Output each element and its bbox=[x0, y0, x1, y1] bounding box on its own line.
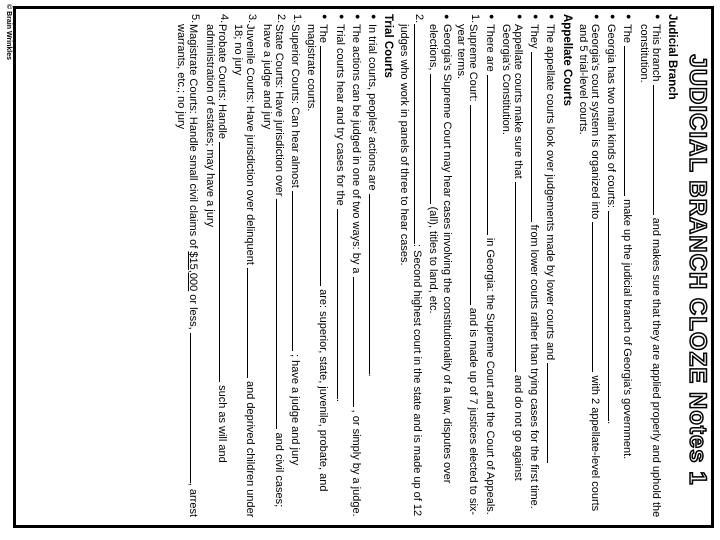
appellate-b4-text-a: There are bbox=[483, 24, 496, 72]
appellate-b2-text-a: They bbox=[528, 24, 541, 49]
fill-blank[interactable] bbox=[592, 222, 603, 372]
notes-content bbox=[175, 14, 678, 526]
trial-b1-end: . bbox=[365, 373, 378, 377]
trial-n3-text-b: and deprived children under 18; no jury bbox=[232, 24, 257, 518]
appellate-n1-text-a: Supreme Court: bbox=[467, 24, 480, 102]
appellate-bullet-3 bbox=[500, 14, 526, 526]
trial-numbered-3 bbox=[232, 14, 258, 526]
trial-n1-text-b: ; have a judge and jury bbox=[288, 353, 301, 466]
appellate-b1-text: The appellate courts look over judgements made by lower courts and bbox=[544, 24, 557, 361]
judicial-bullet-3 bbox=[605, 14, 619, 526]
fill-blank[interactable] bbox=[414, 24, 425, 244]
fill-blank[interactable] bbox=[292, 191, 303, 351]
copyright-notice: © Brain Wrinkles bbox=[5, 4, 12, 60]
judicial-b4-text-b: with 2 appellate-level courts and 5 trial-level courts. bbox=[576, 24, 601, 512]
judicial-b3-end: . bbox=[605, 421, 618, 425]
fill-blank[interactable] bbox=[353, 277, 364, 407]
appellate-n1-text-b: and is made up of 7 justices elected to six-year terms. bbox=[455, 24, 480, 516]
fill-blank[interactable] bbox=[653, 85, 664, 215]
fill-blank[interactable] bbox=[470, 105, 481, 305]
fill-blank[interactable] bbox=[320, 46, 331, 286]
judicial-b2-text-b: make up the judicial branch of Georgia's government. bbox=[621, 199, 634, 460]
trial-n2-text-b: and civil cases; have a judge and jury bbox=[260, 24, 285, 508]
judicial-b3-text: Georgia has two main kinds of courts: bbox=[605, 24, 618, 209]
bullet-icon: ● bbox=[608, 14, 619, 20]
judicial-bullet-2 bbox=[621, 14, 635, 526]
appellate-numbered-1 bbox=[455, 14, 481, 526]
trial-bullet-3 bbox=[333, 14, 347, 526]
trial-numbered-2 bbox=[260, 14, 286, 526]
bullet-icon: ● bbox=[514, 14, 525, 20]
trial-b3-text-a: Trial courts hear and try cases for the bbox=[333, 24, 346, 206]
fill-blank[interactable] bbox=[531, 52, 542, 222]
trial-n4-text-a: Probate Courts: Handle bbox=[215, 24, 228, 139]
trial-b2-text-a: The actions can be judged in one of two ways: by a bbox=[349, 24, 362, 274]
bullet-icon: ● bbox=[547, 14, 558, 20]
trial-n2-text-a: State Courts: Have jurisdiction over bbox=[272, 24, 285, 197]
appellate-b3-text-a: Appellate courts make sure that bbox=[511, 24, 524, 179]
bullet-icon: ● bbox=[624, 14, 635, 20]
appellate-b3-text-b: and do not go against Georgia's Constitution. bbox=[499, 24, 524, 481]
trial-numbered-5 bbox=[175, 14, 201, 526]
fill-blank[interactable] bbox=[430, 74, 441, 204]
trial-bullet-1 bbox=[366, 14, 380, 526]
appellate-b4-text-b: in Georgia: the Supreme Court and the Court of Appeals. bbox=[483, 237, 496, 515]
bullet-icon: ● bbox=[531, 14, 542, 20]
trial-bullet-2 bbox=[350, 14, 364, 526]
number-label: 2. bbox=[274, 14, 287, 24]
judicial-bullet-1 bbox=[637, 14, 663, 526]
fill-blank[interactable] bbox=[191, 333, 202, 483]
trial-b4-text-a: The bbox=[317, 24, 330, 43]
judicial-b1-text-a: This branch bbox=[649, 24, 662, 82]
trial-n5-text-b: or less, bbox=[187, 294, 200, 330]
fill-blank[interactable] bbox=[608, 211, 619, 421]
bullet-icon: ● bbox=[652, 14, 663, 20]
appellate-courts-heading: Appellate Courts bbox=[560, 14, 573, 107]
trial-n1-text-a: Superior Courts: Can hear almost bbox=[288, 24, 301, 188]
judicial-branch-heading: Judicial Branch bbox=[666, 14, 678, 100]
fill-blank[interactable] bbox=[337, 209, 348, 399]
number-label: 1. bbox=[290, 14, 303, 24]
appellate-bullet-4 bbox=[483, 14, 497, 526]
bullet-icon: ● bbox=[486, 14, 497, 20]
appellate-b5-text-a: Georgia's Supreme Court may hear cases involving the constitutionality of a law, disputes over elections, bbox=[426, 24, 453, 484]
judicial-b2-text-a: The bbox=[621, 24, 634, 43]
trial-b4-text-b: are: superior, state, juvenile, probate, and magistrate courts. bbox=[305, 24, 330, 492]
trial-numbered-1 bbox=[289, 14, 303, 526]
fill-blank[interactable] bbox=[624, 46, 635, 196]
number-label: 5. bbox=[189, 14, 202, 24]
judicial-b1-text-b: and makes sure that they are applied properly and uphold the constitution. bbox=[637, 24, 662, 518]
fill-blank[interactable] bbox=[487, 75, 498, 235]
fill-blank[interactable] bbox=[276, 199, 287, 429]
trial-b1-text-a: In trial courts, peoples' actions are bbox=[365, 24, 378, 191]
appellate-bullet-5 bbox=[427, 14, 453, 526]
fill-blank[interactable] bbox=[515, 182, 526, 372]
bullet-icon: ● bbox=[336, 14, 347, 20]
fill-blank[interactable] bbox=[219, 142, 230, 382]
appellate-b5-text-b: (all), titles to land, etc. bbox=[426, 206, 439, 314]
number-label: 4. bbox=[217, 14, 230, 24]
trial-n5-text-c: , arrest warrants, etc.; no jury bbox=[175, 24, 200, 518]
fill-blank[interactable] bbox=[247, 268, 258, 378]
appellate-bullet-1 bbox=[544, 14, 558, 526]
bullet-icon: ● bbox=[320, 14, 331, 20]
bullet-icon: ● bbox=[441, 14, 452, 20]
appellate-numbered-2 bbox=[398, 14, 424, 526]
trial-bullet-4 bbox=[305, 14, 331, 526]
appellate-n2-text: : Second highest court in the state and is made up of 12 judges who work in panels of three to hear cases. bbox=[398, 24, 423, 517]
fill-blank[interactable] bbox=[547, 363, 558, 463]
fill-blank[interactable] bbox=[369, 194, 380, 374]
appellate-b2-text-b: from lower courts rather than trying cases for the first time. bbox=[528, 224, 541, 509]
judicial-b4-text-a: Georgia's court system is organized into bbox=[588, 24, 601, 220]
bullet-icon: ● bbox=[591, 14, 602, 20]
trial-b3-end: . bbox=[333, 398, 346, 402]
trial-n4-text-b: such as will and administration of estates; may have a jury bbox=[203, 24, 228, 463]
number-label: 3. bbox=[246, 14, 259, 24]
page-title: JUDICIAL BRANCH CLOZE Notes 1 bbox=[684, 54, 711, 486]
trial-n3-text-a: Juvenile Courts: Have jurisdiction over delinquent bbox=[244, 24, 257, 265]
trial-courts-heading: Trial Courts bbox=[382, 14, 395, 78]
bullet-icon: ● bbox=[352, 14, 363, 20]
number-label: 1. bbox=[469, 14, 482, 24]
trial-b2-text-b: , or simply by a judge. bbox=[349, 409, 362, 517]
judicial-bullet-4 bbox=[577, 14, 603, 526]
bullet-icon: ● bbox=[368, 14, 379, 20]
number-label: 2. bbox=[412, 14, 425, 24]
appellate-bullet-2 bbox=[528, 14, 542, 526]
trial-n5-amount: $15,000 bbox=[187, 251, 200, 292]
trial-numbered-4 bbox=[204, 14, 230, 526]
trial-n5-text-a: Magistrate Courts: Handle small civil claims of bbox=[187, 24, 200, 249]
